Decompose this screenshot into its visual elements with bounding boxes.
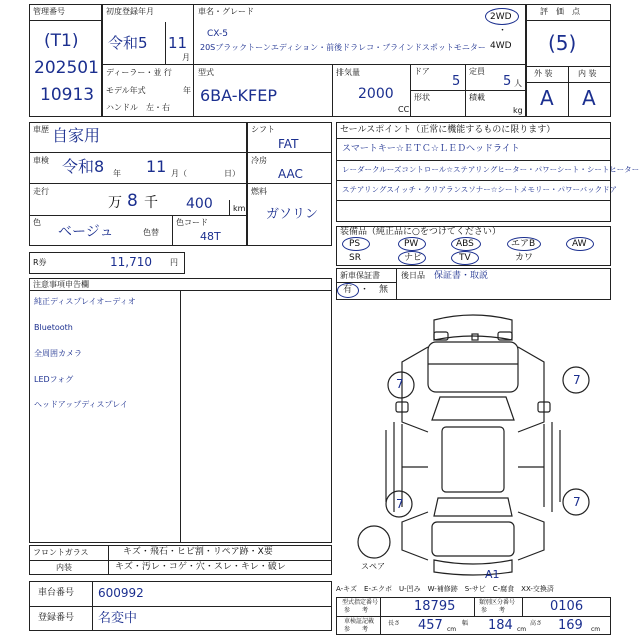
reg-no-label: 登録番号 [38, 613, 75, 623]
shift-value: FAT [278, 137, 299, 151]
cert-sub: 参 考 [344, 626, 369, 633]
grade-value: (5) [548, 31, 577, 55]
color-code-label: 色コード [176, 218, 208, 227]
width-unit: cm [517, 626, 527, 633]
ext-label: 外 装 [534, 69, 553, 78]
inspection-month-unit: 月（ [171, 169, 187, 178]
front-glass-text: キズ・飛石・ヒビ割・リペア跡・X要 [123, 547, 273, 557]
mileage-hundred: 400 [186, 196, 213, 212]
height-unit: cm [591, 626, 601, 633]
chassis-value: 600992 [98, 586, 144, 600]
post-label: 後日品 [401, 271, 425, 280]
height-value: 169 [558, 618, 583, 633]
class-no-sub: 参 考 [481, 607, 506, 614]
type-no-label: 型式指定番号 [342, 599, 379, 606]
equip-airbag-circle [507, 237, 541, 251]
type-value: 6BA-KFEP [200, 86, 277, 105]
equip-ps: PS [349, 239, 361, 249]
class-no-value: 0106 [550, 599, 584, 614]
model-label: 車名・グレード [198, 7, 254, 16]
inspection-label: 車検 [33, 156, 49, 165]
reg-no-value: 名変中 [98, 611, 138, 626]
model-year-unit: 年 [183, 86, 191, 95]
ext-value: A [540, 86, 554, 110]
tire-front-left: 7 [396, 377, 404, 391]
height-label: 高さ [530, 620, 543, 627]
recycle-value: 11,710 [110, 255, 152, 269]
capacity-value: 5 [503, 74, 512, 89]
damage-mark: A1 [485, 568, 500, 581]
equip-ps-circle [342, 237, 370, 251]
equip-navi: ナビ [404, 253, 423, 263]
fuel-label: 燃料 [251, 187, 267, 196]
type-label: 型式 [198, 68, 214, 77]
mgmt-no1: 202501 [34, 58, 99, 78]
length-value: 457 [418, 618, 443, 633]
note-line-5: ヘッドアップディスプレイ [34, 400, 128, 409]
int-value: A [582, 86, 596, 110]
note-line-4: LEDフォグ [34, 375, 74, 384]
load-label: 積載 [469, 93, 485, 102]
ac-value: AAC [278, 167, 303, 181]
tire-rear-left: 7 [396, 497, 404, 511]
drive-2wd-circle [485, 8, 519, 25]
equip-sr: SR [349, 253, 361, 263]
tire-front-right: 7 [573, 373, 581, 387]
handle-label: ハンドル 左・右 [106, 103, 170, 112]
type-no-sub: 参 考 [344, 607, 369, 614]
inspection-era: 令和8 [62, 157, 105, 176]
equip-pw-circle [398, 237, 426, 251]
model-year-label: モデル年式 [106, 86, 146, 95]
drive-2wd: 2WD [490, 12, 512, 22]
spare-label: スペア [361, 562, 385, 571]
warranty-dot: ・ [360, 285, 370, 295]
width-label: 幅 [462, 620, 469, 627]
width-value: 184 [488, 618, 513, 633]
equipment-label: 装備品（純正品に○をつけてください） [340, 227, 501, 237]
model-name: CX-5 [207, 29, 228, 39]
displacement-value: 2000 [358, 86, 394, 102]
equip-abs-circle [451, 237, 481, 251]
equip-tv: TV [459, 253, 471, 263]
shift-label: シフト [251, 125, 275, 134]
equip-airbag: エアB [511, 239, 536, 249]
int-label: 内 装 [578, 69, 597, 78]
equip-pw: PW [404, 239, 419, 249]
note-line-2: Bluetooth [34, 323, 73, 332]
mgmt-no2: 10913 [40, 85, 95, 105]
equip-aw-circle [566, 237, 594, 251]
mileage-label: 走行 [33, 187, 49, 196]
equip-leather: カワ [515, 253, 534, 263]
interior-text: キズ・汚レ・コゲ・穴・スレ・キレ・破レ [115, 562, 286, 572]
sales-point-line-2: レーダークルーズコントロール☆ステアリングヒーター・パワーシート・シートヒーター [342, 165, 640, 174]
color-value: ベージュ [58, 224, 114, 240]
notes-label: 注意事項申告欄 [33, 280, 89, 289]
mgmt-label: 管理番号 [33, 7, 65, 16]
capacity-label: 定員 [469, 67, 485, 76]
warranty-no: 無 [379, 285, 389, 295]
color-change-label: 色替 [143, 228, 159, 237]
cert-label: 車検証記載 [344, 618, 375, 625]
registration-month-unit: 月 [182, 53, 190, 62]
recycle-unit: 円 [170, 258, 178, 267]
doors-label: ドア [414, 67, 430, 76]
sales-point-line-1: スマートキー☆ＥＴＣ☆ＬＥＤヘッドライト [342, 144, 520, 154]
sales-points-label: セールスポイント（正常に機能するものに限ります） [340, 125, 556, 135]
color-code: 48T [200, 230, 221, 243]
mgmt-code: (T1) [44, 31, 79, 51]
class-no-label: 類別区分番号 [479, 599, 516, 606]
mileage-unit: km [233, 204, 246, 213]
displacement-label: 排気量 [336, 68, 360, 77]
equip-navi-circle [398, 251, 426, 265]
interior-label: 内装 [56, 563, 72, 572]
sales-point-line-3: ステアリングスイッチ・クリアランスソナー☆シートメモリー・パワーバックドア [342, 185, 617, 194]
car-diagram [336, 302, 611, 580]
dealer-label: ディーラー・並 行 [106, 68, 172, 77]
equip-aw: AW [572, 239, 587, 249]
front-glass-label: フロントガラス [33, 548, 89, 557]
tire-rear-right: 7 [573, 495, 581, 509]
mileage-sen-unit: 千 [144, 195, 158, 211]
damage-legend: A-キズ E-エクボ U-凹み W-補修跡 S-サビ C-腐食 XX-交換済 [336, 585, 554, 593]
model-grade: 20Sブラックトーンエディション・前後ドラレコ・ブラインドスポットモニター [200, 43, 486, 52]
fuel-value: ガソリン [266, 207, 319, 222]
drive-4wd: 4WD [490, 41, 512, 51]
color-label: 色 [33, 218, 41, 227]
inspection-year-unit: 年 [113, 169, 121, 178]
recycle-label: R券 [33, 258, 47, 267]
type-no-value: 18795 [414, 599, 456, 614]
length-unit: cm [447, 626, 457, 633]
inspection-month: 11 [146, 157, 167, 176]
ac-label: 冷房 [251, 156, 267, 165]
note-line-3: 全周囲カメラ [34, 349, 82, 358]
warranty-yes-circle [337, 283, 359, 298]
usage-label: 車歴 [33, 125, 49, 134]
shape-label: 形状 [414, 93, 430, 102]
registration-era: 令和5 [108, 34, 148, 52]
note-line-1: 純正ディスプレイオーディオ [34, 297, 136, 306]
inspection-day-unit: 日） [224, 169, 240, 178]
load-unit: kg [513, 106, 523, 115]
equip-tv-circle [451, 251, 479, 265]
doors-value: 5 [452, 74, 461, 89]
warranty-yes: 有 [343, 285, 353, 295]
warranty-label: 新車保証書 [340, 271, 380, 280]
recycle-box [29, 252, 185, 274]
mileage-thousand: 8 [127, 191, 138, 211]
capacity-unit: 人 [514, 79, 522, 88]
registration-label: 初度登録年月 [106, 7, 154, 16]
registration-month: 11 [168, 34, 188, 52]
equip-abs: ABS [456, 239, 474, 249]
drive-dot: ・ [498, 26, 508, 36]
chassis-label: 車台番号 [38, 588, 75, 598]
mileage-man-unit: 万 [108, 195, 122, 211]
post-value: 保証書・取説 [434, 271, 489, 281]
grade-label: 評 価 点 [540, 7, 580, 16]
usage-value: 自家用 [52, 126, 101, 145]
length-label: 長さ [388, 620, 401, 627]
displacement-unit: CC [398, 105, 410, 114]
